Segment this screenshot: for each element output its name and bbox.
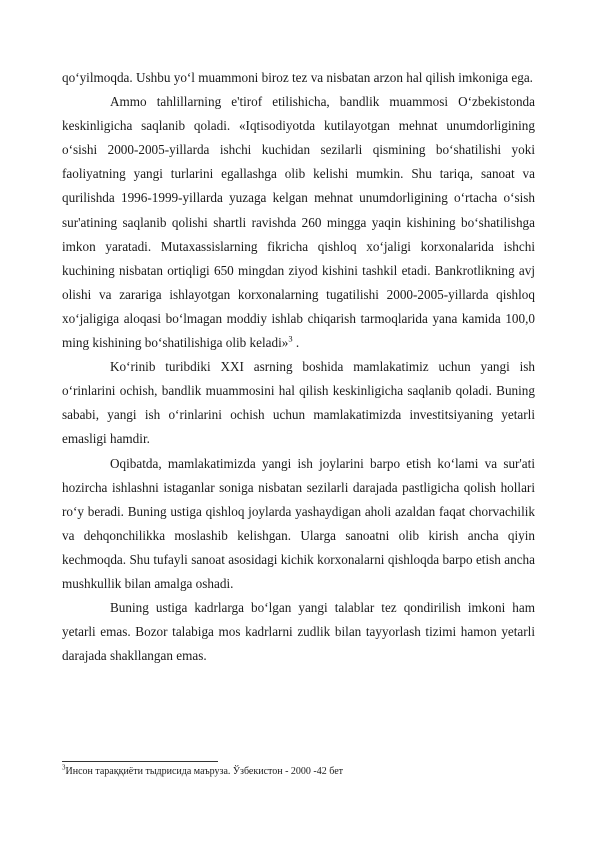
footnote-text: Инсон тараққиёти тыдрисида маъруза. Ўзбекистон - 2000 -42 бет bbox=[65, 766, 344, 777]
paragraph-2-text: Ammo tahlillarning e'tirof etilishicha, bandlik muammosi O‘zbekistonda keskinligicha saqlanib qoladi. «Iqtisodiyotda kutilayotgan mehnat unumdorligining o‘sishi 2000-2005-yillarda ishchi kuchidan sezilarli qismining bo‘shatilishi yoki faoliyatning yangi turlarini egallashga olib kelishi mumkin. Shu tariqa, sanoat va qurilishda 1996-1999-yillarda yuzaga kelgan mehnat unumdorligining o‘rtacha o‘sish sur'atining saqlanib qolishi shartli ravishda 260 mingga yaqin kishining bo‘shatilishga imkon yaratadi. Mutaxassislarning fikricha qishloq xo‘jaligi korxonalarida ishchi kuchining nisbatan ortiqligi 650 mingdan ziyod kishini tashkil etadi. Bankrotlikning avj olishi va zarariga ishlayotgan korxonalarning tugatilishi 2000-2005-yillarda qishloq xo‘jaligiga aloqasi bo‘lmagan moddiy ishlab chiqarish tarmoqlarida yana kamida 100,0 ming kishining bo‘shatilishiga olib keladi» bbox=[62, 94, 535, 351]
paragraph-3 bbox=[62, 355, 535, 451]
footnote bbox=[62, 763, 535, 778]
footnote-reference: 3 bbox=[288, 333, 293, 344]
footnote-divider bbox=[62, 761, 218, 762]
footnote-number: 3 bbox=[62, 763, 66, 772]
paragraph-5-text: Buning ustiga kadrlarga bo‘lgan yangi talablar tez qondirilish imkoni ham yetarli emas. Bozor talabiga mos kadrlarni zudlik bilan tayyorlash tizimi hamon yetarli darajada shakllangan emas. bbox=[62, 600, 535, 664]
body-text bbox=[62, 66, 535, 668]
paragraph-2-tail: . bbox=[292, 335, 300, 351]
paragraph-3-text: Ko‘rinib turibdiki XXI asrning boshida mamlakatimiz uchun yangi ish o‘rinlarini ochish, bandlik muammosini hal qilish keskinligicha saqlanib qoladi. Buning sababi, yangi ish o‘rinlarini ochish uchun mamlakatimizda investitsiyaning yetarli emasligi hamdir. bbox=[62, 359, 535, 447]
paragraph-2 bbox=[62, 90, 535, 355]
paragraph-1 bbox=[62, 66, 535, 90]
paragraph-1-text: qo‘yilmoqda. Ushbu yo‘l muammoni biroz tez va nisbatan arzon hal qilish imkoniga ega. bbox=[62, 70, 533, 85]
paragraph-4 bbox=[62, 452, 535, 597]
paragraph-5 bbox=[62, 596, 535, 668]
paragraph-4-text: Oqibatda, mamlakatimizda yangi ish joylarini barpo etish ko‘lami va sur'ati hozircha ishlashni istaganlar soniga nisbatan sezilarli darajada pastligicha qolish hollari ro‘y beradi. Buning ustiga qishloq joylarda yashaydigan aholi azaldan faqat chorvachilik va dehqonchilikka moslashib kelishgan. Ularga sanoatni olib kirish ancha qiyin kechmoqda. Shu tufayli sanoat asosidagi kichik korxonalarni qishloqda barpo etish ancha mushkullik bilan amalga oshadi. bbox=[62, 455, 535, 591]
